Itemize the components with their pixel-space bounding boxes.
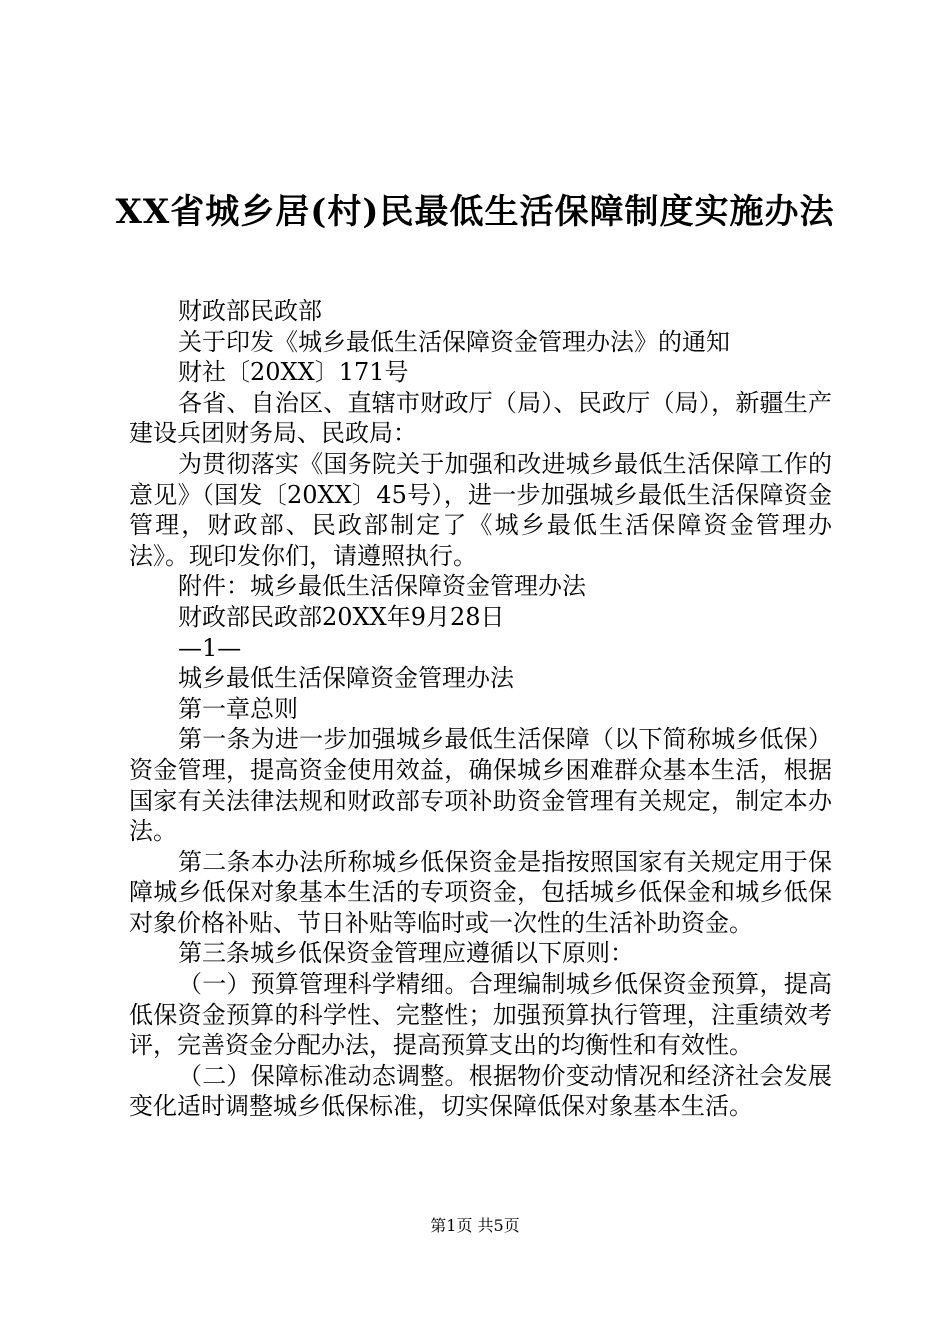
paragraph-annex-title: 城乡最低生活保障资金管理办法 bbox=[178, 664, 514, 693]
paragraph-document-number: 财社〔20XX〕171号 bbox=[178, 358, 409, 387]
page-footer: 第1页 共5页 bbox=[430, 1216, 520, 1235]
paragraph-recipients: 各省、自治区、直辖市财政厅（局）、民政厅（局），新疆生产建设兵团财务局、民政局： bbox=[129, 388, 832, 448]
document-body bbox=[129, 296, 832, 1122]
paragraph-signature-date: 财政部民政部20XX年9月28日 bbox=[178, 602, 505, 631]
paragraph-principle-1: （一）预算管理科学精细。合理编制城乡低保资金预算，提高低保资金预算的科学性、完整性；加强预算执行管理，注重绩效考评，完善资金分配办法，提高预算支出的均衡性和有效性。 bbox=[129, 970, 832, 1060]
document-title: XX省城乡居(村)民最低生活保障制度实施办法 bbox=[115, 192, 835, 232]
paragraph-article-3: 第三条城乡低保资金管理应遵循以下原则： bbox=[178, 939, 634, 968]
paragraph-page-marker: —1— bbox=[178, 633, 242, 662]
paragraph-notice-title: 关于印发《城乡最低生活保障资金管理办法》的通知 bbox=[178, 327, 730, 356]
paragraph-issuer: 财政部民政部 bbox=[178, 297, 322, 325]
paragraph-article-2: 第二条本办法所称城乡低保资金是指按照国家有关规定用于保障城乡低保对象基本生活的专项资金，包括城乡低保金和城乡低保对象价格补贴、节日补贴等临时或一次性的生活补助资金。 bbox=[129, 847, 832, 937]
paragraph-principle-2: （二）保障标准动态调整。根据物价变动情况和经济社会发展变化适时调整城乡低保标准，切实保障低保对象基本生活。 bbox=[129, 1061, 832, 1121]
paragraph-chapter-heading: 第一章总则 bbox=[178, 694, 298, 723]
paragraph-attachment: 附件：城乡最低生活保障资金管理办法 bbox=[178, 572, 586, 601]
paragraph-notice-body: 为贯彻落实《国务院关于加强和改进城乡最低生活保障工作的意见》（国发〔20XX〕45号），进一步加强城乡最低生活保障资金管理，财政部、民政部制定了《城乡最低生活保障资金管理办法》。现印发你们，请遵照执行。 bbox=[129, 449, 832, 570]
paragraph-article-1: 第一条为进一步加强城乡最低生活保障（以下简称城乡低保）资金管理，提高资金使用效益，确保城乡困难群众基本生活，根据国家有关法律法规和财政部专项补助资金管理有关规定，制定本办法。 bbox=[129, 725, 832, 846]
